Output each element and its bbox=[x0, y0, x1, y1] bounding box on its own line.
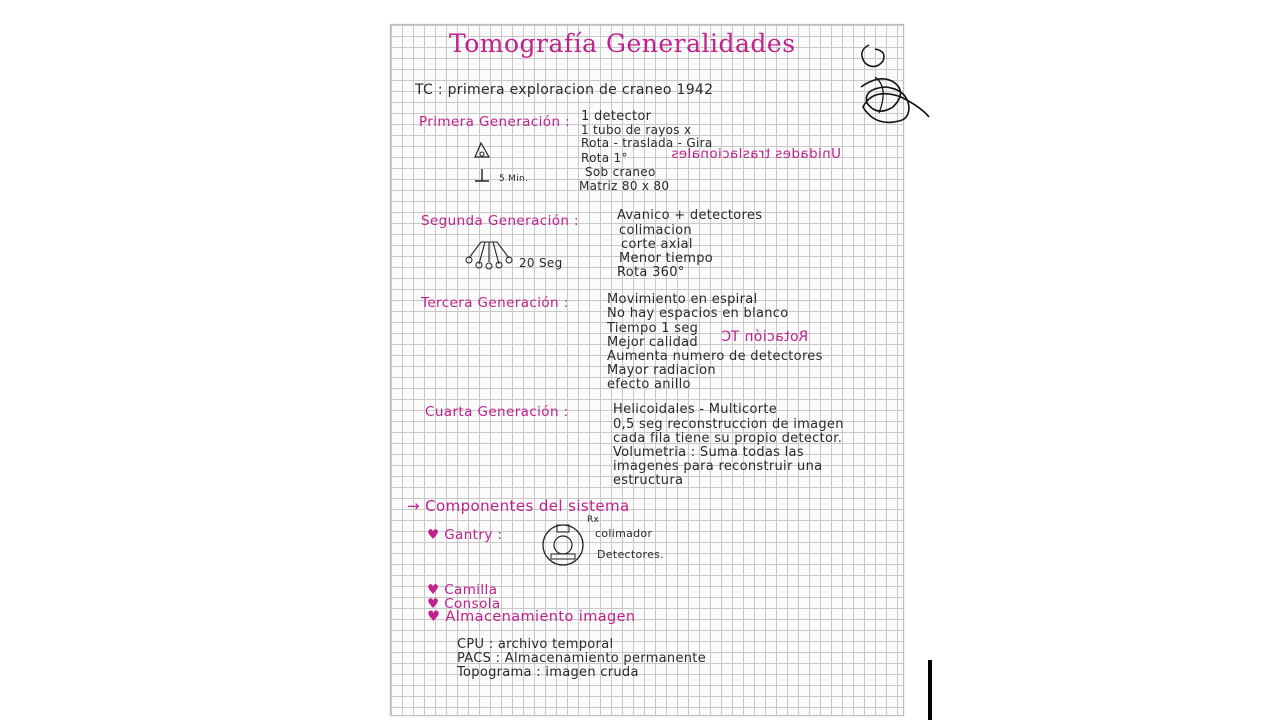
gantry-label-rx: Rx bbox=[587, 515, 600, 525]
gen2-item: Menor tiempo bbox=[619, 251, 714, 266]
gen4-item: Volumetria : Suma todas las bbox=[613, 445, 804, 460]
intro-line: TC : primera exploracion de craneo 1942 bbox=[415, 82, 714, 98]
gen1-item: 1 detector bbox=[581, 109, 652, 124]
edge-mark bbox=[928, 660, 932, 720]
gen2-item: Rota 360° bbox=[617, 265, 685, 280]
gen2-heading: Segunda Generación : bbox=[421, 213, 579, 229]
gen2-item: colimacion bbox=[619, 223, 692, 238]
gen2-time: 20 Seg bbox=[519, 256, 563, 270]
gen2-item: corte axial bbox=[621, 237, 693, 252]
page-title: Tomografía Generalidades bbox=[449, 29, 796, 58]
fan-beam-sketch-icon bbox=[459, 238, 519, 272]
gen2-item: Avanico + detectores bbox=[617, 208, 763, 223]
gen4-item: 0,5 seg reconstruccion de imagen bbox=[613, 417, 844, 432]
gen1-time: 5 Min. bbox=[499, 174, 529, 184]
storage-item: PACS : Almacenamiento permanente bbox=[457, 651, 706, 666]
gen4-heading: Cuarta Generación : bbox=[425, 404, 569, 420]
components-heading: → Componentes del sistema bbox=[407, 497, 630, 515]
gen4-item: imagenes para reconstruir una bbox=[613, 459, 823, 474]
gen1-item: 1 tubo de rayos x bbox=[581, 123, 692, 137]
notebook-page bbox=[390, 24, 904, 716]
component-item: ♥ Consola bbox=[427, 596, 501, 612]
gantry-sketch-icon bbox=[539, 519, 589, 569]
logo-doodle bbox=[841, 29, 931, 139]
gen3-item: Tiempo 1 seg bbox=[607, 321, 699, 336]
gen4-item: Helicoidales - Multicorte bbox=[613, 402, 778, 417]
gen4-item: cada fila tiene su propio detector. bbox=[613, 431, 843, 446]
gen1-note bbox=[671, 148, 841, 162]
gen1-item: Matriz 80 x 80 bbox=[579, 179, 670, 193]
gen3-note-text: Rotación TC bbox=[721, 329, 809, 345]
background-left bbox=[0, 0, 355, 720]
gantry-label-colimador: colimador bbox=[595, 527, 653, 540]
gen3-item: Mayor radiacion bbox=[607, 363, 716, 378]
component-item: ♥ Almacenamiento imagen bbox=[427, 609, 636, 625]
tube-detector-sketch-icon bbox=[471, 139, 501, 189]
gen3-item: No hay espacios en blanco bbox=[607, 306, 789, 321]
gen4-item: estructura bbox=[613, 473, 684, 488]
gantry-label: ♥ Gantry : bbox=[427, 527, 503, 543]
storage-item: CPU : archivo temporal bbox=[457, 637, 614, 652]
gen3-heading: Tercera Generación : bbox=[421, 295, 569, 311]
gen1-item: Rota - traslada - Gira bbox=[581, 136, 713, 150]
gantry-label-detectores: Detectores. bbox=[597, 548, 664, 561]
gen1-item: Rota 1° bbox=[581, 151, 628, 165]
gen3-item: Aumenta numero de detectores bbox=[607, 349, 823, 364]
gen3-item: Mejor calidad bbox=[607, 335, 698, 350]
gen1-heading: Primera Generación : bbox=[419, 114, 571, 130]
storage-item: Topograma : imagen cruda bbox=[457, 665, 639, 680]
gen3-item: Movimiento en espiral bbox=[607, 292, 758, 307]
component-item: ♥ Camilla bbox=[427, 582, 498, 598]
gen1-item: Sob craneo bbox=[585, 165, 656, 179]
gen3-note bbox=[721, 330, 808, 344]
gen3-item: efecto anillo bbox=[607, 377, 691, 392]
gen1-note-text: Unidades traslacionales bbox=[671, 146, 841, 162]
